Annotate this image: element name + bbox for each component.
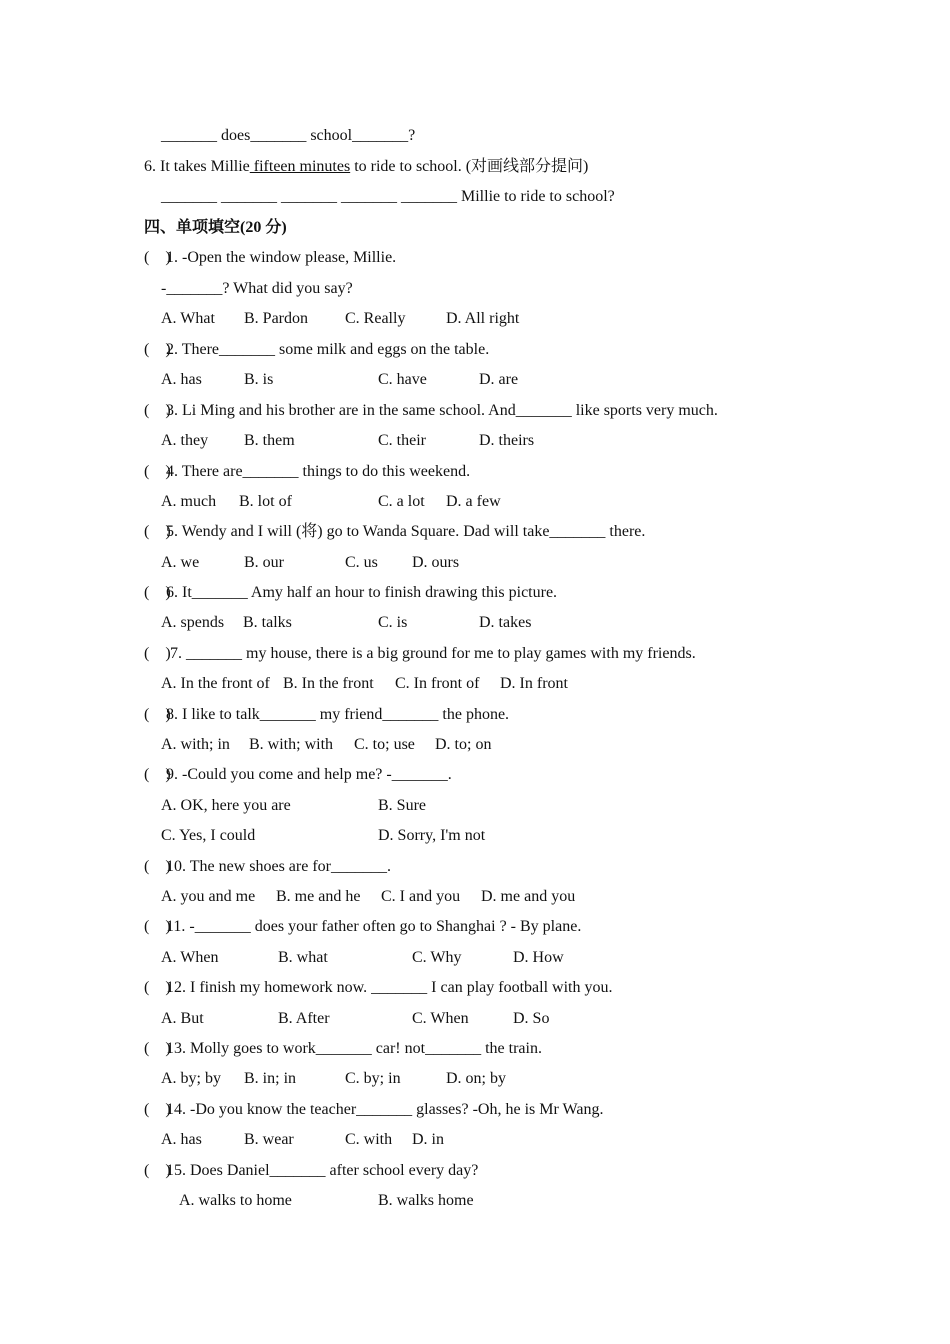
option-d: D. a few: [446, 493, 501, 510]
option-d: D. me and you: [481, 888, 576, 905]
answer-paren: ( ): [144, 706, 171, 723]
answer-paren: ( ): [144, 766, 171, 783]
question-2: [144, 338, 489, 362]
option-d: D. In front: [500, 675, 568, 692]
q6-stem-pre: 6. It takes Millie: [144, 158, 250, 175]
option-c: C. Really: [345, 310, 406, 327]
question-stem: 5. Wendy and I will (将) go to Wanda Square. Dad will take_______ there.: [166, 523, 646, 540]
answer-paren: ( ): [144, 1101, 171, 1118]
option-b: B. in; in: [244, 1070, 297, 1087]
question-8-options: [0, 733, 950, 757]
option-b: B. lot of: [239, 493, 292, 510]
question-6: [144, 581, 557, 605]
option-b: B. After: [278, 1010, 330, 1027]
q6-underlined-phrase: fifteen minutes: [249, 158, 351, 175]
option-a: A. spends: [161, 614, 225, 631]
question-13-options: [0, 1067, 950, 1091]
option-d: D. So: [513, 1010, 550, 1027]
option-a: A. When: [161, 949, 219, 966]
option-a: A. has: [161, 1131, 202, 1148]
question-10-options: [0, 885, 950, 909]
question-stem: 13. Molly goes to work_______ car! not_______ the train.: [166, 1040, 542, 1057]
question-stem: 9. -Could you come and help me? -_______.: [166, 766, 452, 783]
option-c: C. by; in: [345, 1070, 401, 1087]
option-c: C. have: [378, 371, 427, 388]
option-a: A. In the front of: [161, 675, 270, 692]
question-5-options: [0, 551, 950, 575]
option-c: C. In front of: [395, 675, 480, 692]
option-b: B. me and he: [276, 888, 361, 905]
question-8: [144, 703, 509, 727]
option-a: A. by; by: [161, 1070, 221, 1087]
option-a: A. What: [161, 310, 215, 327]
answer-paren: ( ): [144, 858, 171, 875]
option-b: B. Pardon: [244, 310, 308, 327]
question-stem: 8. I like to talk_______ my friend_______ the phone.: [166, 706, 510, 723]
answer-paren: ( ): [144, 249, 171, 266]
option-a: A. with; in: [161, 736, 230, 753]
option-b: B. is: [244, 371, 274, 388]
option-c: C. us: [345, 554, 378, 571]
question-13: [144, 1037, 542, 1061]
answer-paren: ( ): [144, 341, 171, 358]
answer-paren: ( ): [144, 645, 171, 662]
question-stem: 6. It_______ Amy half an hour to finish drawing this picture.: [166, 584, 558, 601]
option-d: D. to; on: [435, 736, 492, 753]
question-5: [144, 520, 645, 544]
answer-paren: ( ): [144, 979, 171, 996]
option-c: C. with: [345, 1131, 393, 1148]
q6-question: [144, 155, 588, 179]
option-c: C. I and you: [381, 888, 461, 905]
option-b: B. walks home: [378, 1192, 474, 1209]
question-3: [144, 399, 718, 423]
question-9-options-row-1: [0, 794, 950, 818]
option-c: C. Yes, I could: [161, 827, 256, 844]
option-d: D. How: [513, 949, 564, 966]
question-stem: 3. Li Ming and his brother are in the same school. And_______ like sports very much.: [166, 402, 718, 419]
answer-paren: ( ): [144, 523, 171, 540]
question-12: [144, 976, 612, 1000]
question-1: [144, 246, 396, 270]
option-d: D. Sorry, I'm not: [378, 827, 486, 844]
question-stem: 1. -Open the window please, Millie.: [166, 249, 397, 266]
question-11: [144, 915, 581, 939]
option-c: C. When: [412, 1010, 469, 1027]
question-11-options: [0, 946, 950, 970]
q6-answer-line: _______ _______ _______ _______ _______ Millie to ride to school?: [161, 188, 615, 205]
q5-answer-line: _______ does_______ school_______?: [161, 127, 416, 144]
option-b: B. Sure: [378, 797, 426, 814]
question-4: [144, 460, 470, 484]
option-d: D. All right: [446, 310, 520, 327]
option-c: C. Why: [412, 949, 462, 966]
question-9-options-row-2: [0, 824, 950, 848]
option-b: B. In the front: [283, 675, 374, 692]
option-a: A. has: [161, 371, 202, 388]
option-b: B. talks: [243, 614, 292, 631]
answer-paren: ( ): [144, 918, 171, 935]
question-14-options: [0, 1128, 950, 1152]
question-stem: 11. -_______ does your father often go to Shanghai ? - By plane.: [166, 918, 582, 935]
option-d: D. takes: [479, 614, 532, 631]
question-7-options: [0, 672, 950, 696]
option-b: B. our: [244, 554, 284, 571]
question-9: [144, 763, 452, 787]
question-stem: 2. There_______ some milk and eggs on the table.: [166, 341, 490, 358]
question-7: [144, 642, 696, 666]
question-4-options: [0, 490, 950, 514]
option-a: A. you and me: [161, 888, 256, 905]
question-stem: 10. The new shoes are for_______.: [166, 858, 391, 875]
option-a: A. walks to home: [179, 1192, 292, 1209]
option-c: C. is: [378, 614, 408, 631]
section-heading: 四、单项填空(20 分): [144, 219, 287, 236]
answer-paren: ( ): [144, 1162, 171, 1179]
question-14: [144, 1098, 603, 1122]
answer-paren: ( ): [144, 463, 171, 480]
question-15-options: [0, 1189, 950, 1213]
option-a: A. But: [161, 1010, 204, 1027]
question-stem: 14. -Do you know the teacher_______ glasses? -Oh, he is Mr Wang.: [166, 1101, 604, 1118]
answer-paren: ( ): [144, 402, 171, 419]
question-stem: 12. I finish my homework now. _______ I can play football with you.: [166, 979, 613, 996]
option-a: A. they: [161, 432, 209, 449]
option-b: B. what: [278, 949, 328, 966]
option-c: C. to; use: [354, 736, 415, 753]
option-a: A. much: [161, 493, 217, 510]
question-stem: 15. Does Daniel_______ after school every day?: [166, 1162, 479, 1179]
question-1-stem-line-2: -_______? What did you say?: [161, 280, 353, 297]
question-6-options: [0, 611, 950, 635]
question-10: [144, 855, 391, 879]
question-1-options: [0, 307, 950, 331]
answer-paren: ( ): [144, 584, 171, 601]
question-15: [144, 1159, 478, 1183]
question-3-options: [0, 429, 950, 453]
option-d: D. on; by: [446, 1070, 506, 1087]
option-b: B. wear: [244, 1131, 294, 1148]
option-c: C. a lot: [378, 493, 425, 510]
question-stem: 7. _______ my house, there is a big ground for me to play games with my friends.: [166, 645, 696, 662]
option-d: D. theirs: [479, 432, 535, 449]
option-c: C. their: [378, 432, 426, 449]
answer-paren: ( ): [144, 1040, 171, 1057]
question-12-options: [0, 1007, 950, 1031]
option-d: D. ours: [412, 554, 460, 571]
option-d: D. are: [479, 371, 519, 388]
option-a: A. we: [161, 554, 200, 571]
question-stem: 4. There are_______ things to do this weekend.: [166, 463, 471, 480]
q6-stem-post: to ride to school. (对画线部分提问): [350, 158, 589, 175]
option-d: D. in: [412, 1131, 444, 1148]
option-b: B. them: [244, 432, 295, 449]
question-2-options: [0, 368, 950, 392]
option-a: A. OK, here you are: [161, 797, 291, 814]
option-b: B. with; with: [249, 736, 334, 753]
